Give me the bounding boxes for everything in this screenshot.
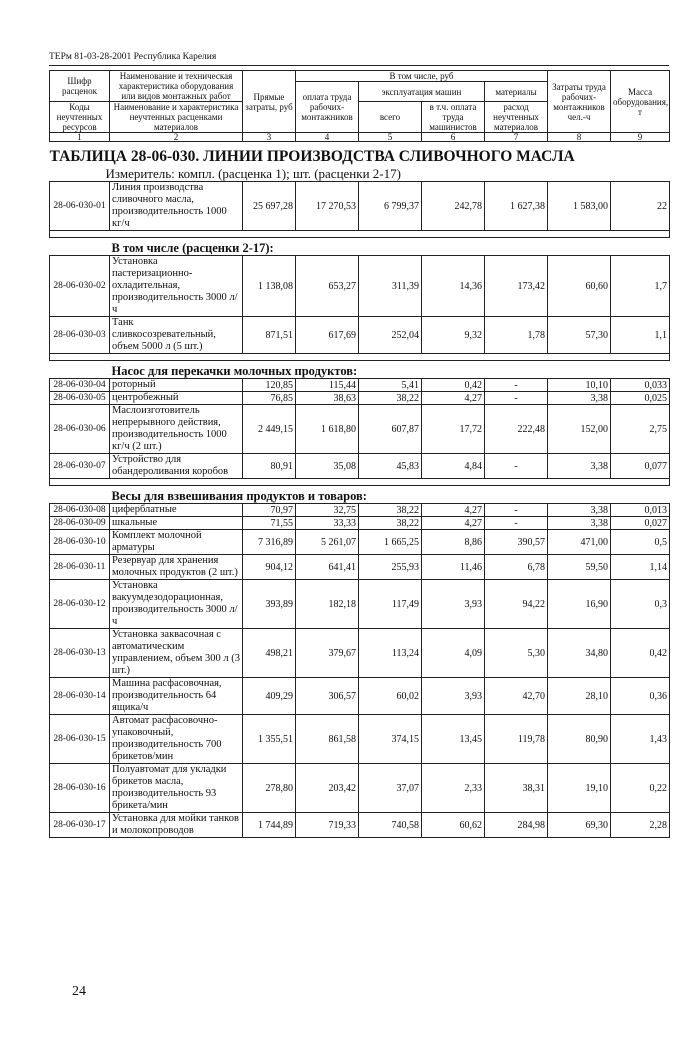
item-name: Полуавтомат для укладки брикетов масла, производительность 93 брикета/мин xyxy=(110,764,243,813)
rate-code: 28-06-030-07 xyxy=(50,454,110,479)
equipment-mass: 22 xyxy=(611,182,670,231)
materials-cost: - xyxy=(485,504,548,517)
section-row xyxy=(50,361,670,379)
equipment-mass: 0,077 xyxy=(611,454,670,479)
machines-total: 37,07 xyxy=(359,764,422,813)
direct-cost: 120,85 xyxy=(243,379,296,392)
wages-cost: 38,63 xyxy=(296,392,359,405)
title-row xyxy=(50,142,670,167)
direct-cost: 25 697,28 xyxy=(243,182,296,231)
table-row xyxy=(50,715,670,764)
machines-total: 6 799,37 xyxy=(359,182,422,231)
machines-total: 113,24 xyxy=(359,629,422,678)
item-name: Автомат расфасовочно-упаковочный, производительность 700 брикетов/мин xyxy=(110,715,243,764)
col-incl-header: В том числе, руб xyxy=(296,71,548,82)
machinist-wages: 4,27 xyxy=(422,392,485,405)
equipment-mass: 0,3 xyxy=(611,580,670,629)
item-name: циферблатные xyxy=(110,504,243,517)
labor-hours: 59,50 xyxy=(548,555,611,580)
machinist-wages: 11,46 xyxy=(422,555,485,580)
column-number: 2 xyxy=(110,133,243,142)
materials-cost: 1 627,38 xyxy=(485,182,548,231)
labor-hours: 3,38 xyxy=(548,454,611,479)
rate-code: 28-06-030-06 xyxy=(50,405,110,454)
wages-cost: 379,67 xyxy=(296,629,359,678)
col-mass-header: Масса оборудования, т xyxy=(611,71,670,133)
item-name: центробежный xyxy=(110,392,243,405)
item-name: Резервуар для хранения молочных продуктов (2 шт.) xyxy=(110,555,243,580)
item-name: Машина расфасовочная, производительность 64 ящика/ч xyxy=(110,678,243,715)
col-resources-header: Коды неучтенных ресурсов xyxy=(50,102,110,133)
machines-total: 1 665,25 xyxy=(359,530,422,555)
direct-cost: 70,97 xyxy=(243,504,296,517)
direct-cost: 71,55 xyxy=(243,517,296,530)
direct-cost: 7 316,89 xyxy=(243,530,296,555)
column-number: 3 xyxy=(243,133,296,142)
column-numbers-row xyxy=(50,133,670,142)
direct-cost: 80,91 xyxy=(243,454,296,479)
rate-code: 28-06-030-13 xyxy=(50,629,110,678)
labor-hours: 10,10 xyxy=(548,379,611,392)
materials-cost: 42,70 xyxy=(485,678,548,715)
labor-hours: 152,00 xyxy=(548,405,611,454)
item-name: Танк сливкосозревательный, объем 5000 л (5 шт.) xyxy=(110,317,243,354)
labor-hours: 69,30 xyxy=(548,813,611,838)
equipment-mass: 1,43 xyxy=(611,715,670,764)
machinist-wages: 0,42 xyxy=(422,379,485,392)
column-number: 7 xyxy=(485,133,548,142)
col-labor-header: Затраты труда рабочих-монтажников чел.-ч xyxy=(548,71,611,133)
materials-cost: 94,22 xyxy=(485,580,548,629)
machinist-wages: 17,72 xyxy=(422,405,485,454)
measure-unit: Измеритель: компл. (расценка 1); шт. (расценки 2-17) xyxy=(105,166,401,181)
rate-code: 28-06-030-05 xyxy=(50,392,110,405)
materials-cost: 5,30 xyxy=(485,629,548,678)
wages-cost: 306,57 xyxy=(296,678,359,715)
materials-cost: - xyxy=(485,392,548,405)
equipment-mass: 0,013 xyxy=(611,504,670,517)
wages-cost: 641,41 xyxy=(296,555,359,580)
machinist-wages: 2,33 xyxy=(422,764,485,813)
labor-hours: 28,10 xyxy=(548,678,611,715)
column-number: 4 xyxy=(296,133,359,142)
machinist-wages: 14,36 xyxy=(422,256,485,317)
spacer-cell xyxy=(50,354,670,361)
section-indent xyxy=(50,486,110,504)
section-row xyxy=(50,238,670,256)
machines-total: 374,15 xyxy=(359,715,422,764)
wages-cost: 617,69 xyxy=(296,317,359,354)
rate-code: 28-06-030-01 xyxy=(50,182,110,231)
direct-cost: 76,85 xyxy=(243,392,296,405)
col-direct-header: Прямые затраты, руб xyxy=(243,71,296,133)
table-row xyxy=(50,678,670,715)
machines-total: 60,02 xyxy=(359,678,422,715)
equipment-mass: 1,7 xyxy=(611,256,670,317)
machinist-wages: 3,93 xyxy=(422,580,485,629)
item-name: Маслоизготовитель непрерывного действия, производительность 1000 кг/ч (2 шт.) xyxy=(110,405,243,454)
table-row xyxy=(50,454,670,479)
section-spacer xyxy=(50,231,670,238)
item-name: Устройство для обандероливания коробов xyxy=(110,454,243,479)
materials-cost: 173,42 xyxy=(485,256,548,317)
item-name: Установка пастеризационно-охладительная, производительность 3000 л/ч xyxy=(110,256,243,317)
machinist-wages: 4,27 xyxy=(422,517,485,530)
section-heading: В том числе (расценки 2-17): xyxy=(110,238,670,256)
direct-cost: 2 449,15 xyxy=(243,405,296,454)
section-heading: Весы для взвешивания продуктов и товаров: xyxy=(110,486,670,504)
rate-code: 28-06-030-09 xyxy=(50,517,110,530)
machines-total: 38,22 xyxy=(359,392,422,405)
column-number: 1 xyxy=(50,133,110,142)
column-number: 6 xyxy=(422,133,485,142)
machinist-wages: 60,62 xyxy=(422,813,485,838)
labor-hours: 3,38 xyxy=(548,504,611,517)
machinist-wages: 4,27 xyxy=(422,504,485,517)
section-row xyxy=(50,486,670,504)
labor-hours: 19,10 xyxy=(548,764,611,813)
labor-hours: 3,38 xyxy=(548,517,611,530)
equipment-mass: 0,36 xyxy=(611,678,670,715)
rate-code: 28-06-030-15 xyxy=(50,715,110,764)
spacer-cell xyxy=(50,479,670,486)
table-row xyxy=(50,182,670,231)
col-code-header: Шифр расценок xyxy=(50,71,110,102)
materials-cost: - xyxy=(485,379,548,392)
machines-total: 740,58 xyxy=(359,813,422,838)
item-name: Установка заквасочная с автоматическим управлением, объем 300 л (3 шт.) xyxy=(110,629,243,678)
machinist-wages: 242,78 xyxy=(422,182,485,231)
labor-hours: 1 583,00 xyxy=(548,182,611,231)
item-name: Установка вакуумдезодорационная, производительность 3000 л/ч xyxy=(110,580,243,629)
measure-row xyxy=(50,166,670,182)
table-row xyxy=(50,504,670,517)
col-mat-cost-header: расход неучтенных материалов xyxy=(485,102,548,133)
rates-table xyxy=(49,70,670,838)
equipment-mass: 0,027 xyxy=(611,517,670,530)
direct-cost: 1 355,51 xyxy=(243,715,296,764)
machinist-wages: 8,86 xyxy=(422,530,485,555)
machines-total: 311,39 xyxy=(359,256,422,317)
document-header: ТЕРм 81-03-28-2001 Республика Карелия xyxy=(49,52,217,62)
machinist-wages: 13,45 xyxy=(422,715,485,764)
direct-cost: 871,51 xyxy=(243,317,296,354)
materials-cost: 38,31 xyxy=(485,764,548,813)
col-total-header: всего xyxy=(359,102,422,133)
column-number: 8 xyxy=(548,133,611,142)
table-row xyxy=(50,317,670,354)
rate-code: 28-06-030-11 xyxy=(50,555,110,580)
wages-cost: 17 270,53 xyxy=(296,182,359,231)
machines-total: 117,49 xyxy=(359,580,422,629)
table-row xyxy=(50,764,670,813)
materials-cost: - xyxy=(485,454,548,479)
machinist-wages: 4,84 xyxy=(422,454,485,479)
equipment-mass: 2,28 xyxy=(611,813,670,838)
equipment-mass: 1,14 xyxy=(611,555,670,580)
table-row xyxy=(50,405,670,454)
materials-cost: 222,48 xyxy=(485,405,548,454)
machines-total: 38,22 xyxy=(359,517,422,530)
table-row xyxy=(50,629,670,678)
labor-hours: 16,90 xyxy=(548,580,611,629)
page-number: 24 xyxy=(72,984,86,999)
wages-cost: 653,27 xyxy=(296,256,359,317)
materials-cost: - xyxy=(485,517,548,530)
machines-total: 255,93 xyxy=(359,555,422,580)
machines-total: 38,22 xyxy=(359,504,422,517)
labor-hours: 3,38 xyxy=(548,392,611,405)
column-number: 9 xyxy=(611,133,670,142)
rate-code: 28-06-030-10 xyxy=(50,530,110,555)
item-name: роторный xyxy=(110,379,243,392)
labor-hours: 60,60 xyxy=(548,256,611,317)
section-indent xyxy=(50,238,110,256)
rate-code: 28-06-030-03 xyxy=(50,317,110,354)
wages-cost: 35,08 xyxy=(296,454,359,479)
table-row xyxy=(50,530,670,555)
item-name: Комплект молочной арматуры xyxy=(110,530,243,555)
machinist-wages: 9,32 xyxy=(422,317,485,354)
direct-cost: 1 138,08 xyxy=(243,256,296,317)
rate-code: 28-06-030-04 xyxy=(50,379,110,392)
table-row xyxy=(50,555,670,580)
rate-code: 28-06-030-02 xyxy=(50,256,110,317)
materials-cost: 390,57 xyxy=(485,530,548,555)
direct-cost: 278,80 xyxy=(243,764,296,813)
table-row xyxy=(50,379,670,392)
col-name-header: Наименование и техническая характеристика оборудования или видов монтажных работ xyxy=(110,71,243,102)
wages-cost: 719,33 xyxy=(296,813,359,838)
wages-cost: 5 261,07 xyxy=(296,530,359,555)
machinist-wages: 3,93 xyxy=(422,678,485,715)
materials-cost: 6,78 xyxy=(485,555,548,580)
rate-code: 28-06-030-12 xyxy=(50,580,110,629)
equipment-mass: 0,5 xyxy=(611,530,670,555)
table-row xyxy=(50,256,670,317)
column-number: 5 xyxy=(359,133,422,142)
wages-cost: 861,58 xyxy=(296,715,359,764)
col-materials-header: материалы xyxy=(485,82,548,102)
col-incl-wages-header: в т.ч. оплата труда машинистов xyxy=(422,102,485,133)
section-indent xyxy=(50,361,110,379)
col-materials-name-header: Наименование и характеристика неучтенных расценками материалов xyxy=(110,102,243,133)
wages-cost: 32,75 xyxy=(296,504,359,517)
col-machines-header: эксплуатация машин xyxy=(359,82,485,102)
header-row-1 xyxy=(50,71,670,82)
table-row xyxy=(50,813,670,838)
equipment-mass: 0,22 xyxy=(611,764,670,813)
machines-total: 607,87 xyxy=(359,405,422,454)
labor-hours: 80,90 xyxy=(548,715,611,764)
section-spacer xyxy=(50,354,670,361)
table-row xyxy=(50,580,670,629)
machines-total: 45,83 xyxy=(359,454,422,479)
rate-code: 28-06-030-08 xyxy=(50,504,110,517)
materials-cost: 119,78 xyxy=(485,715,548,764)
section-spacer xyxy=(50,479,670,486)
labor-hours: 471,00 xyxy=(548,530,611,555)
header-rule xyxy=(49,65,669,66)
direct-cost: 498,21 xyxy=(243,629,296,678)
machines-total: 5,41 xyxy=(359,379,422,392)
direct-cost: 409,29 xyxy=(243,678,296,715)
direct-cost: 393,89 xyxy=(243,580,296,629)
wages-cost: 115,44 xyxy=(296,379,359,392)
equipment-mass: 0,025 xyxy=(611,392,670,405)
item-name: Линия производства сливочного масла, производительность 1000 кг/ч xyxy=(110,182,243,231)
materials-cost: 284,98 xyxy=(485,813,548,838)
direct-cost: 1 744,89 xyxy=(243,813,296,838)
machines-total: 252,04 xyxy=(359,317,422,354)
item-name: Установка для мойки танков и молокопроводов xyxy=(110,813,243,838)
equipment-mass: 0,033 xyxy=(611,379,670,392)
table-row xyxy=(50,392,670,405)
labor-hours: 57,30 xyxy=(548,317,611,354)
table-row xyxy=(50,517,670,530)
equipment-mass: 2,75 xyxy=(611,405,670,454)
section-heading: Насос для перекачки молочных продуктов: xyxy=(110,361,670,379)
wages-cost: 33,33 xyxy=(296,517,359,530)
machinist-wages: 4,09 xyxy=(422,629,485,678)
equipment-mass: 1,1 xyxy=(611,317,670,354)
col-wages-header: оплата труда рабочих-монтажников xyxy=(296,82,359,133)
rate-code: 28-06-030-16 xyxy=(50,764,110,813)
direct-cost: 904,12 xyxy=(243,555,296,580)
rate-code: 28-06-030-17 xyxy=(50,813,110,838)
equipment-mass: 0,42 xyxy=(611,629,670,678)
labor-hours: 34,80 xyxy=(548,629,611,678)
spacer-cell xyxy=(50,231,670,238)
wages-cost: 182,18 xyxy=(296,580,359,629)
wages-cost: 1 618,80 xyxy=(296,405,359,454)
table-title: ТАБЛИЦА 28-06-030. ЛИНИИ ПРОИЗВОДСТВА СЛИВОЧНОГО МАСЛА xyxy=(49,148,575,165)
rate-code: 28-06-030-14 xyxy=(50,678,110,715)
materials-cost: 1,78 xyxy=(485,317,548,354)
item-name: шкальные xyxy=(110,517,243,530)
wages-cost: 203,42 xyxy=(296,764,359,813)
